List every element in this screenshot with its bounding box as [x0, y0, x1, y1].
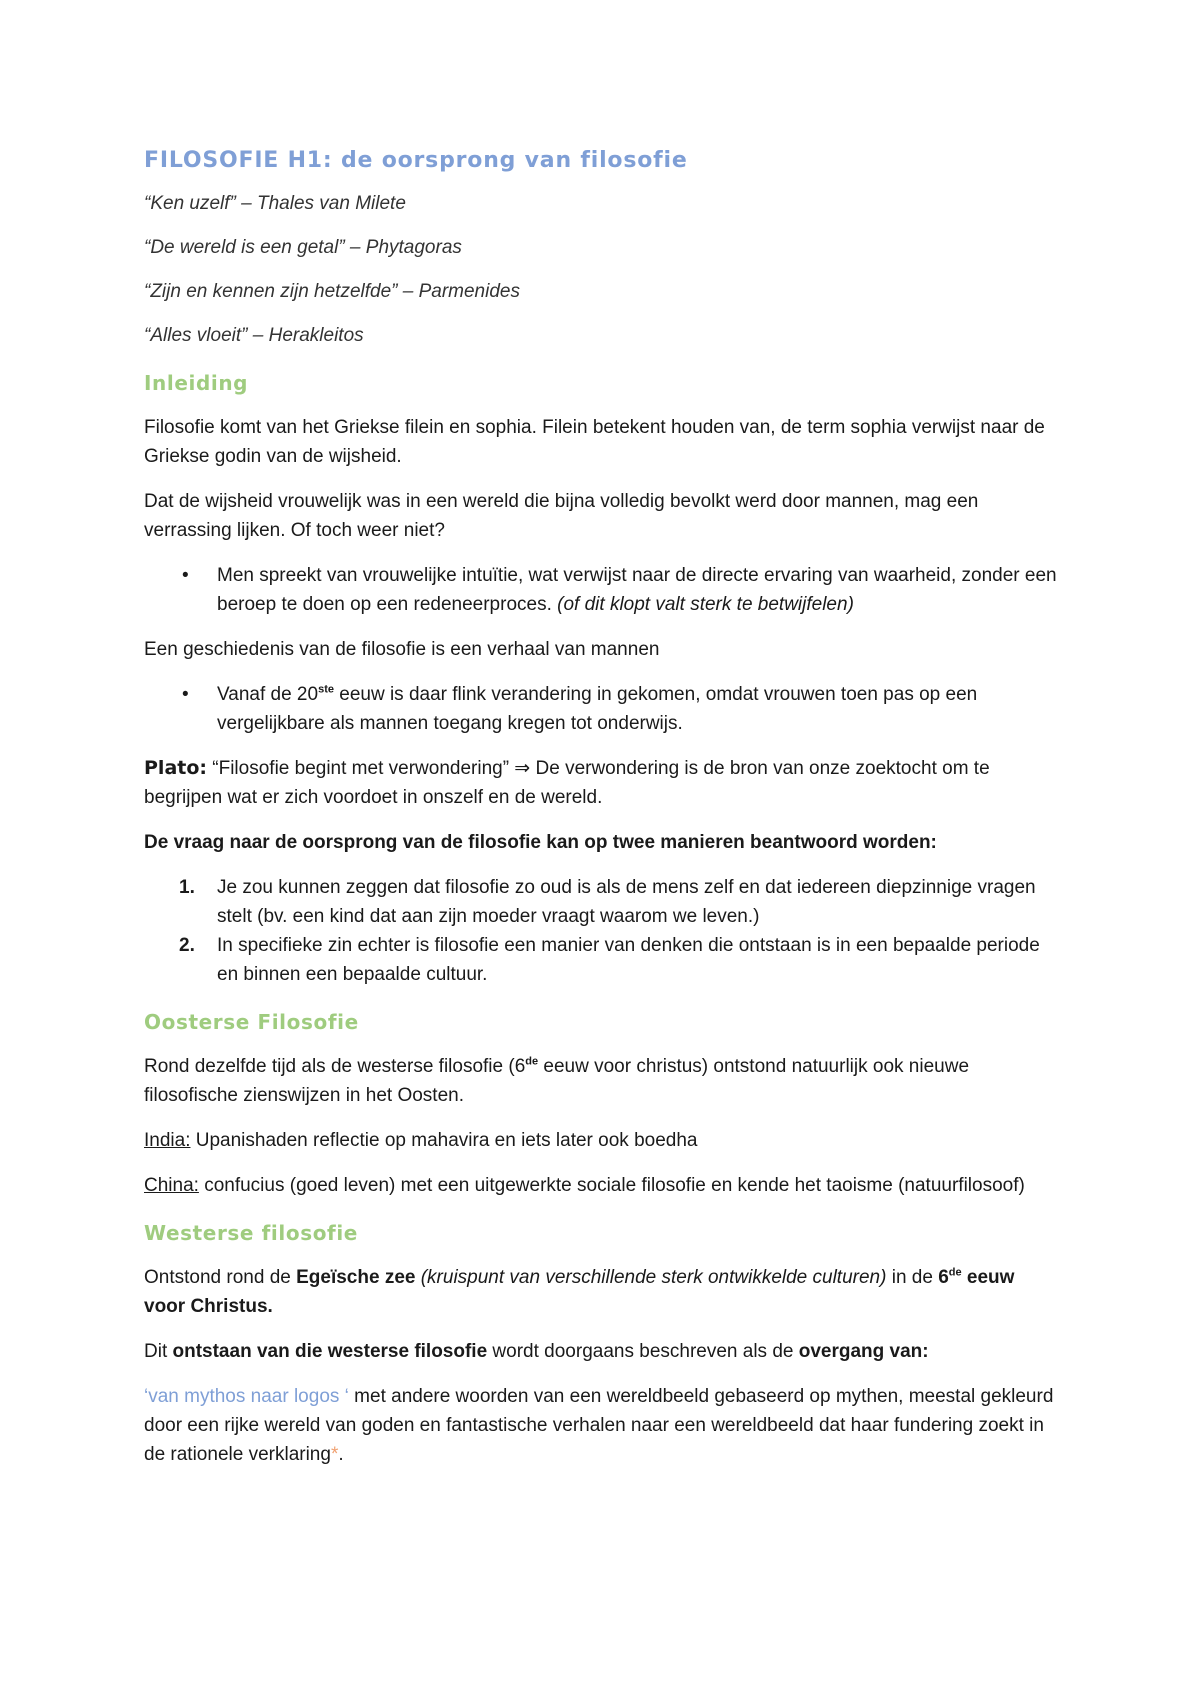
bullet-list-20th-century	[144, 680, 1060, 738]
bold-span: eeuw voor Christus.	[144, 1267, 1015, 1317]
bold-span: Egeïsche zee	[296, 1267, 416, 1288]
list-number: 2.	[179, 935, 195, 956]
text-span: Ontstond rond de	[144, 1267, 297, 1288]
paragraph-plato	[144, 754, 1060, 812]
list-item	[179, 873, 1060, 931]
mythos-logos-phrase: ‘van mythos naar logos ‘	[144, 1386, 349, 1407]
bullet-icon: •	[182, 565, 189, 586]
heading-oosterse: Oosterse Filosofie	[144, 1010, 359, 1034]
bold-span: ontstaan van die westerse filosofie	[172, 1341, 488, 1362]
china-label: China:	[144, 1175, 199, 1196]
list-number: 1.	[179, 877, 195, 898]
quote-herakleitos: “Alles vloeit” – Herakleitos	[144, 325, 364, 346]
bullet-icon: •	[182, 684, 189, 705]
footnote-asterisk: *	[330, 1444, 339, 1465]
list-text: Je zou kunnen zeggen dat filosofie zo oud is als de mens zelf en dat iedereen diepzinnige vragen stelt (bv. een kind dat aan zijn moeder vraagt waarom we leven.)	[217, 877, 1036, 927]
paragraph-mythos-logos	[144, 1382, 1060, 1469]
india-label: India:	[144, 1130, 191, 1151]
plato-label: Plato:	[144, 757, 207, 779]
document-title: FILOSOFIE H1: de oorsprong van filosofie	[144, 148, 688, 173]
numbered-list	[144, 873, 1060, 989]
paragraph-india	[144, 1126, 1060, 1155]
bullet-item-intuition	[182, 561, 1060, 619]
text-span: .	[338, 1444, 344, 1465]
text-span: met andere woorden van een wereldbeeld gebaseerd op mythen, meestal gekleurd door een rijke wereld van goden en fantastische verhalen naar een wereldbeeld dat haar fundering zoekt in de rationele verklaring	[144, 1386, 1054, 1465]
bullet-text: Men spreekt van vrouwelijke intuïtie, wat verwijst naar de directe ervaring van waarheid, zonder een beroep te doen op een redeneerproces.	[217, 565, 1057, 615]
text-span: Rond dezelfde tijd als de westerse filosofie (6	[144, 1056, 526, 1077]
paragraph-question: De vraag naar de oorsprong van de filosofie kan op twee manieren beantwoord worden:	[144, 832, 937, 853]
china-text: confucius (goed leven) met een uitgewerkte sociale filosofie en kende het taoisme (natuurfilosoof)	[198, 1175, 1025, 1196]
text-span: Dit	[144, 1341, 173, 1362]
bullet-text-b: eeuw is daar flink verandering in gekomen, omdat vrouwen toen pas op een vergelijkbare als mannen toegang kregen tot onderwijs.	[217, 684, 978, 734]
bold-span: 6	[938, 1267, 949, 1288]
superscript: de	[948, 1266, 962, 1279]
list-text: In specifieke zin echter is filosofie een manier van denken die ontstaan is in een bepaalde periode en binnen een bepaalde cultuur.	[217, 935, 1040, 985]
text-span: wordt doorgaans beschreven als de	[487, 1341, 799, 1362]
text-span: in de	[886, 1267, 939, 1288]
bullet-text-a: Vanaf de 20	[217, 684, 319, 705]
quote-parmenides: “Zijn en kennen zijn hetzelfde” – Parmenides	[144, 281, 520, 302]
quote-phytagoras: “De wereld is een getal” – Phytagoras	[144, 237, 462, 258]
heading-westerse: Westerse filosofie	[144, 1221, 358, 1245]
paragraph-china	[144, 1171, 1060, 1200]
superscript: de	[525, 1055, 539, 1068]
paragraph-westerse-origin	[144, 1263, 1060, 1321]
quote-thales: “Ken uzelf” – Thales van Milete	[144, 193, 406, 214]
superscript: ste	[318, 683, 334, 696]
plato-text: “Filosofie begint met verwondering” ⇒ De verwondering is de bron van onze zoektocht om te begrijpen wat er zich voordoet in onszelf en de wereld.	[144, 758, 990, 808]
paragraph-history-men: Een geschiedenis van de filosofie is een verhaal van mannen	[144, 639, 660, 660]
bold-span: overgang van:	[798, 1341, 929, 1362]
list-item	[179, 931, 1060, 989]
text-span: eeuw voor christus) ontstond natuurlijk ook nieuwe filosofische zienswijzen in het Oosten.	[144, 1056, 970, 1106]
bullet-list-intuition	[144, 561, 1060, 619]
heading-inleiding: Inleiding	[144, 371, 249, 395]
bullet-item-20th-century	[182, 680, 1060, 738]
india-text: Upanishaden reflectie op mahavira en iets later ook boedha	[190, 1130, 698, 1151]
bullet-italic-note: (of dit klopt valt sterk te betwijfelen)	[557, 594, 854, 615]
paragraph-westerse-transition	[144, 1337, 1060, 1366]
paragraph-oosterse-intro	[144, 1052, 1060, 1110]
paragraph-etymology: Filosofie komt van het Griekse filein en sophia. Filein betekent houden van, de term sophia verwijst naar de Griekse godin van de wijsheid.	[144, 417, 1045, 467]
italic-span: (kruispunt van verschillende sterk ontwikkelde culturen)	[415, 1267, 887, 1288]
paragraph-wisdom-female: Dat de wijsheid vrouwelijk was in een wereld die bijna volledig bevolkt werd door mannen, mag een verrassing lijken. Of toch weer niet?	[144, 491, 979, 541]
